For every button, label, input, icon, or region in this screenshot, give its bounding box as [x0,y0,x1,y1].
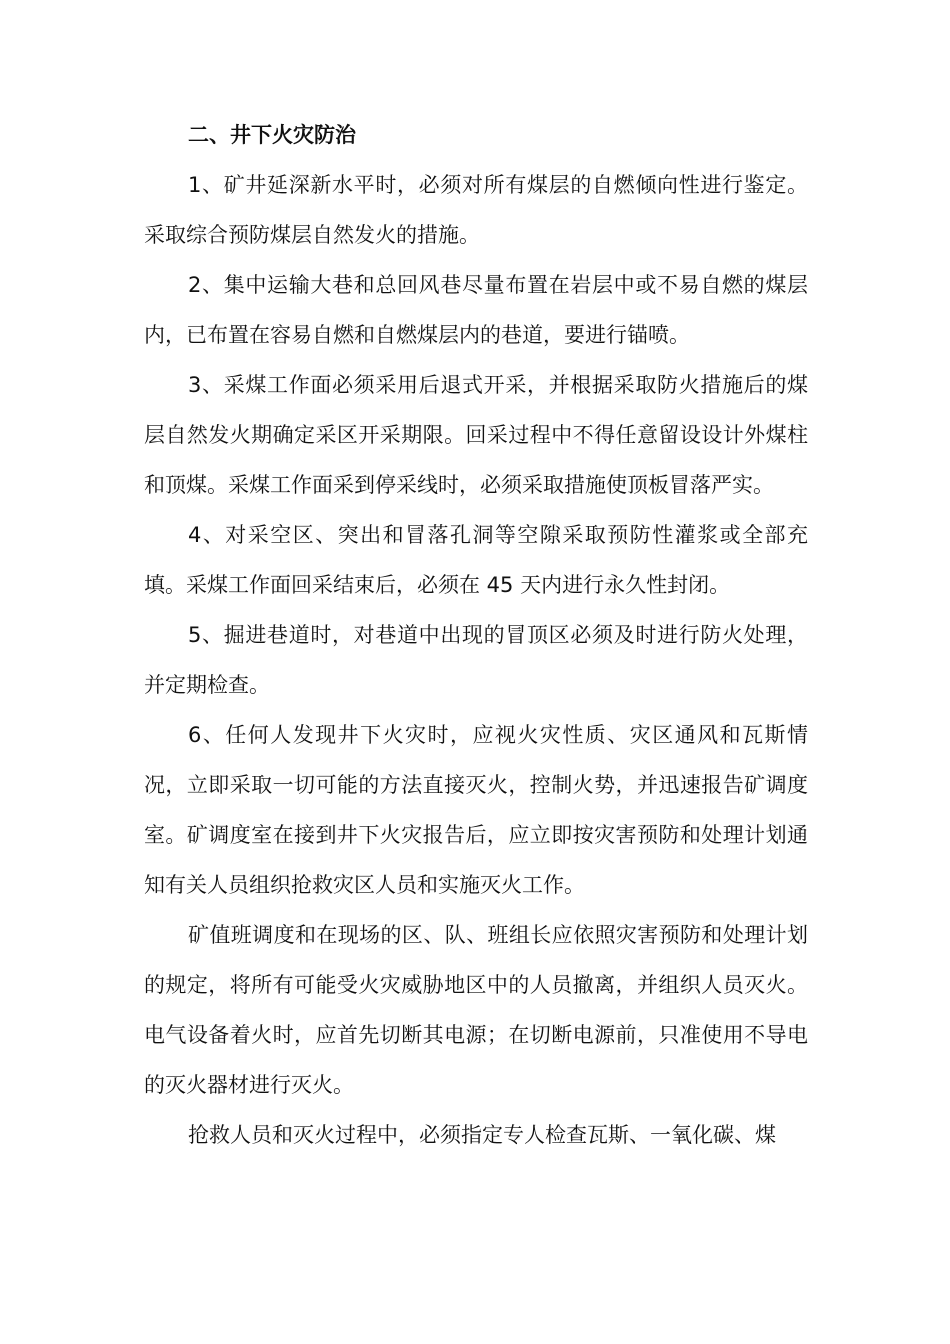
paragraph-8: 抢救人员和灭火过程中，必须指定专人检查瓦斯、一氧化碳、煤 [188,1123,776,1147]
section-heading: 二、井下火灾防治 [188,123,356,147]
paragraph-1: 1、矿井延深新水平时，必须对所有煤层的自燃倾向性进行鉴定。采取综合预防煤层自然发火的措施。 [144,173,808,247]
paragraph-5: 5、掘进巷道时，对巷道中出现的冒顶区必须及时进行防火处理，并定期检查。 [144,623,808,697]
paragraph-2: 2、集中运输大巷和总回风巷尽量布置在岩层中或不易自燃的煤层内，已布置在容易自燃和自燃煤层内的巷道，要进行锚喷。 [144,273,808,347]
paragraph-7: 矿值班调度和在现场的区、队、班组长应依照灾害预防和处理计划的规定，将所有可能受火灾威胁地区中的人员撤离，并组织人员灭火。电气设备着火时，应首先切断其电源；在切断电源前，只准使用不导电的灭火器材进行灭火。 [144,923,808,1097]
paragraph-3: 3、采煤工作面必须采用后退式开采，并根据采取防火措施后的煤层自然发火期确定采区开采期限。回采过程中不得任意留设设计外煤柱和顶煤。采煤工作面采到停采线时，必须采取措施使顶板冒落严实。 [144,373,808,497]
paragraph-4: 4、对采空区、突出和冒落孔洞等空隙采取预防性灌浆或全部充填。采煤工作面回采结束后，必须在 45 天内进行永久性封闭。 [144,523,808,597]
document-page [144,110,808,1160]
paragraph-6: 6、任何人发现井下火灾时，应视火灾性质、灾区通风和瓦斯情况，立即采取一切可能的方法直接灭火，控制火势，并迅速报告矿调度室。矿调度室在接到井下火灾报告后，应立即按灾害预防和处理计划通知有关人员组织抢救灾区人员和实施灭火工作。 [144,723,808,897]
